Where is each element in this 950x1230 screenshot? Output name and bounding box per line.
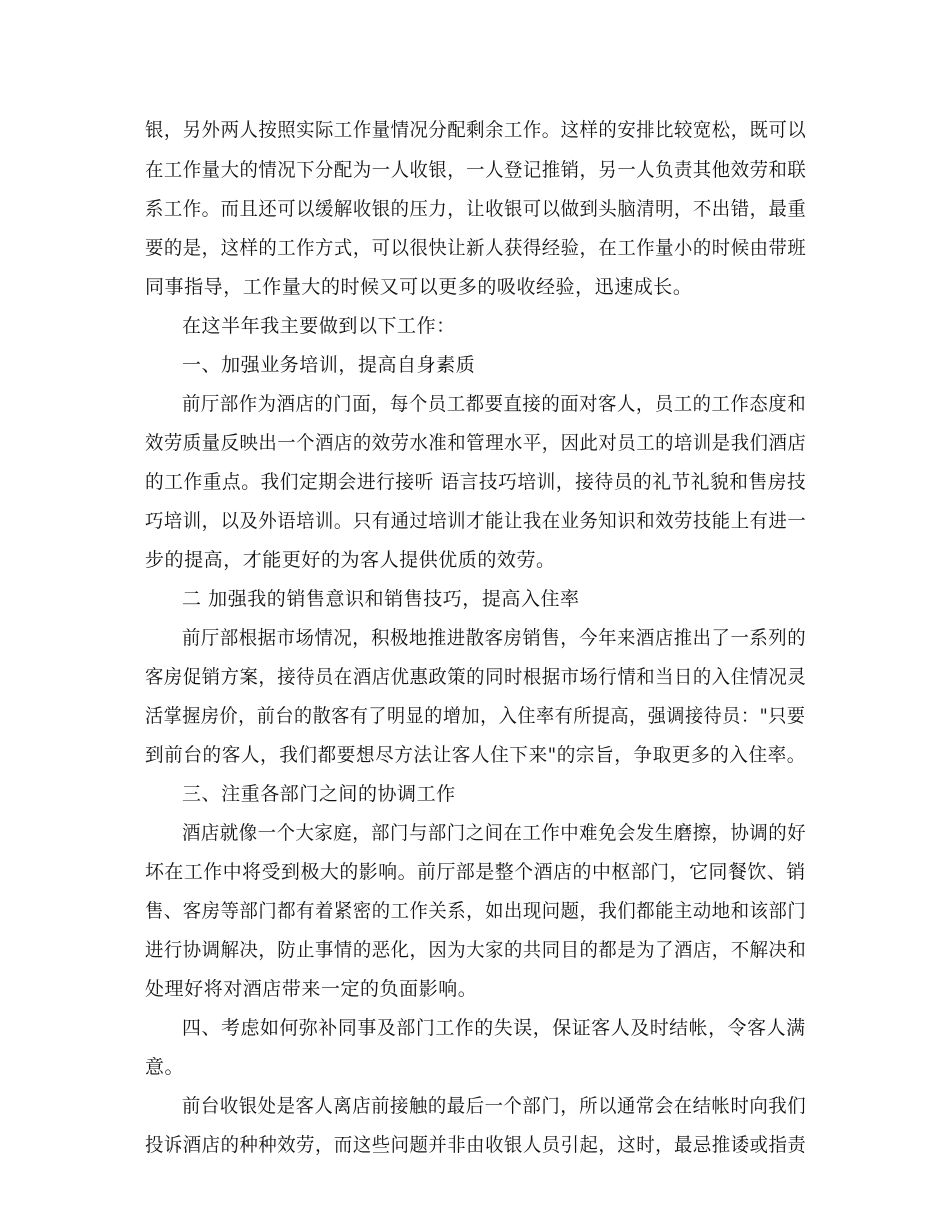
text-line: 前台收银处是客人离店前接触的最后一个部门，所以通常会在结帐时向我们 [182,1095,807,1117]
section-heading: 四、考虑如何弥补同事及部门工作的失误，保证客人及时结帐，令客人满 [182,1017,806,1039]
text-line: 巧培训，以及外语培训。只有通过培训才能让我在业务知识和效劳技能上有进一 [145,510,807,532]
text-line: 进行协调解决，防止事情的恶化，因为大家的共同目的都是为了酒店，不解决和 [145,939,807,961]
text-line: 在这半年我主要做到以下工作： [182,315,456,337]
section-heading: 意。 [145,1056,185,1078]
text-line: 处理好将对酒店带来一定的负面影响。 [145,978,478,1000]
text-line: 系工作。而且还可以缓解收银的压力，让收银可以做到头脑清明，不出错，最重 [145,198,807,220]
section-heading: 二 加强我的销售意识和销售技巧，提高入住率 [182,588,580,610]
text-line: 客房促销方案，接待员在酒店优惠政策的同时根据市场行情和当日的入住情况灵 [145,666,807,688]
text-line: 酒店就像一个大家庭，部门与部门之间在工作中难免会发生磨擦，协调的好 [182,822,807,844]
text-line: 在工作量大的情况下分配为一人收银，一人登记推销，另一人负责其他效劳和联 [145,159,807,181]
text-line: 效劳质量反映出一个酒店的效劳水准和管理水平，因此对员工的培训是我们酒店 [145,432,807,454]
text-line: 到前台的客人，我们都要想尽方法让客人住下来"的宗旨，争取更多的入住率。 [145,744,806,766]
section-heading: 一、加强业务培训，提高自身素质 [182,354,476,376]
text-line: 前厅部根据市场情况，积极地推进散客房销售，今年来酒店推出了一系列的 [182,627,807,649]
text-line: 的工作重点。我们定期会进行接听 语言技巧培训，接待员的礼节礼貌和售房技 [145,471,807,493]
text-line: 活掌握房价，前台的散客有了明显的增加，入住率有所提高，强调接待员："只要 [145,705,806,727]
text-line: 要的是，这样的工作方式，可以很快让新人获得经验，在工作量小的时候由带班 [145,237,807,259]
text-line: 同事指导，工作量大的时候又可以更多的吸收经验，迅速成长。 [145,276,693,298]
text-line: 投诉酒店的种种效劳，而这些问题并非由收银人员引起，这时，最忌推诿或指责 [145,1134,807,1156]
text-line: 步的提高，才能更好的为客人提供优质的效劳。 [145,549,556,571]
text-line: 坏在工作中将受到极大的影响。前厅部是整个酒店的中枢部门，它同餐饮、销 [145,861,806,883]
text-line: 前厅部作为酒店的门面，每个员工都要直接的面对客人，员工的工作态度和 [182,393,807,415]
section-heading: 三、注重各部门之间的协调工作 [182,783,456,805]
text-line: 银，另外两人按照实际工作量情况分配剩余工作。这样的安排比较宽松，既可以 [145,119,807,141]
text-line: 售、客房等部门都有着紧密的工作关系，如出现问题，我们都能主动地和该部门 [145,900,807,922]
